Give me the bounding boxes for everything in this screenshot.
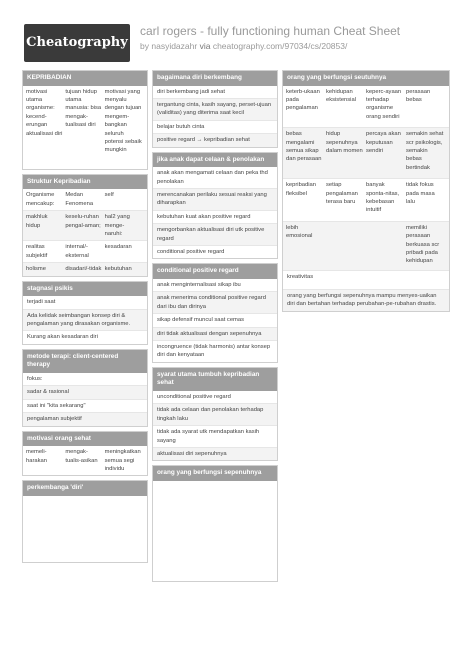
list-item: kebutuhan kuat akan positive regard: [153, 211, 277, 224]
list-item: mengorbankan aktualisasi diri utk positive regard: [153, 224, 277, 246]
header: [0, 0, 474, 60]
cell: bebas mengalami semua sikap dan perasaan: [286, 131, 322, 163]
list-item: anak menerima conditional positive regard dari ibu dan dirinya: [153, 292, 277, 314]
empty-content: [23, 496, 147, 562]
list-item: belajar butuh cinta: [153, 121, 277, 134]
cell: internal/-eksternal: [65, 244, 89, 259]
cell: Organisme mencakup:: [26, 192, 55, 207]
column-3: [282, 70, 450, 316]
perkembangan-box: [22, 480, 148, 563]
sheet-title: carl rogers - fully functioning human Cheat Sheet: [140, 24, 401, 38]
kepribadian-box: [22, 70, 148, 170]
cell: kebutuhan: [104, 266, 132, 273]
motivasi-box: [22, 431, 148, 477]
cell: memeli-harakan: [26, 449, 47, 464]
list-item: aktualisasi diri sepenuhnya: [153, 448, 277, 460]
table-row: [23, 86, 147, 169]
cell: [326, 224, 366, 266]
bagaimana-box: [152, 70, 278, 148]
kepribadian-heading: KEPRIBADIAN: [23, 71, 147, 86]
empty-content: [153, 481, 277, 581]
list-item: Kurang akan kesadaran diri: [27, 334, 98, 341]
cell: lebih emosional: [286, 224, 313, 240]
list-item: tidak ada syarat utk mendapatkan kasih sayang: [153, 426, 277, 448]
list-item: conditional positive regard: [157, 248, 225, 255]
list-item: tergantung cinta, kasih sayang, perset-ujuan (validitas) yang diterima saat kecil: [153, 99, 277, 121]
stagnasi-heading: stagnasi psikis: [23, 282, 147, 297]
table-row: [23, 446, 147, 475]
list-item: terjadi saat: [23, 296, 147, 309]
list-item: Ada kelidak seimbangan konsep diri & pengalaman yang dirasakan organisme.: [23, 310, 147, 332]
cell: tidak fokus pada masa lalu: [406, 182, 435, 205]
cell: [366, 224, 406, 266]
cell: disadari/-tidak: [65, 266, 102, 273]
cell: Medan Fenomena: [65, 192, 94, 207]
cell: kehidupan eksistensial: [326, 88, 356, 104]
cell: keselu-ruhan pengal-aman;: [65, 214, 101, 229]
seutuhnya-box: [282, 70, 450, 312]
cell: hidup sepenuhnya dalam momen: [326, 131, 363, 154]
metode-heading: metode terapi: client-centered therapy: [23, 350, 147, 373]
list-item: anak akan mengamati celaan dan peka thd penolakan: [153, 167, 277, 189]
cell: meningkatkan semua segi individu: [104, 449, 141, 472]
cell: memiliki perasaan berkuasa scr pribadi pada kehidupan: [406, 224, 440, 265]
syarat-box: [152, 367, 278, 462]
table-row: [283, 222, 449, 271]
list-item: merencanakan perilaku sesuai reaksi yang diharapkan: [153, 189, 277, 211]
conditional-heading: conditional positive regard: [153, 264, 277, 279]
orang-heading: orang yang berfungsi sepenuhnya: [153, 466, 277, 481]
table-row: [23, 211, 147, 241]
bagaimana-heading: bagaimana diri berkembang: [153, 71, 277, 86]
cell: motivasi utama organisme: kecend-erungan aktualisasi diri: [26, 88, 63, 137]
conditional-box: [152, 263, 278, 362]
table-row: [23, 189, 147, 211]
orang-box: [152, 465, 278, 582]
list-item: pengalaman subjektif: [23, 413, 147, 425]
struktur-heading: Struktur Kepribadian: [23, 175, 147, 190]
kreativitas-item: kreativitas: [283, 271, 449, 290]
list-item: positive regard → kepribadian sehat: [153, 134, 277, 146]
cell: keperc-ayaan terhadap organisme orang sendiri: [366, 88, 402, 120]
cell: kepribadian fleksibel: [286, 182, 316, 197]
list-item: anak menginternalisasi sikap ibu: [153, 279, 277, 292]
cell: motivasi yang menyalu dengan tujuan mengem-bangkan seluruh potensi sebaik mungkin: [104, 88, 142, 154]
cell: hal2 yang menge-naruhi:: [104, 214, 130, 237]
cell: makhluk hidup: [26, 214, 48, 229]
table-row: [23, 263, 147, 275]
by-label: by: [140, 41, 149, 51]
list-item: unconditional positive regard: [153, 391, 277, 404]
list-item: diri tidak aktualisasi dengan sepenuhnya: [153, 328, 277, 341]
cell: setiap pengalaman terasa baru: [326, 182, 358, 205]
column-1: [22, 70, 148, 567]
cell: semakin sehat scr psikologis, semakin bebas bertindak: [406, 131, 444, 171]
list-item: saat ini "kita sekarang": [23, 400, 147, 413]
list-item: fokus:: [23, 373, 147, 386]
cell: mengak-tualis-asikan: [65, 449, 98, 464]
column-2: [152, 70, 278, 586]
motivasi-heading: motivasi orang sehat: [23, 432, 147, 447]
list-item: diri berkembang jadi sehat: [153, 86, 277, 99]
list-item: sikap defensif muncul saat cemas: [153, 314, 277, 327]
cell: perasaan bebas: [406, 88, 431, 104]
list-item: incongruence (tidak harmonis) antar konsep diri dan kenyataan: [157, 343, 271, 359]
perkembangan-heading: perkembanga 'diri': [23, 481, 147, 496]
sheet-url-link[interactable]: cheatography.com/97034/cs/20853/: [212, 41, 348, 51]
table-row: [23, 241, 147, 263]
table-row: [283, 86, 449, 129]
cell: realitas subjektif: [26, 244, 48, 259]
cell: percaya akan keputusan sendiri: [366, 131, 401, 154]
author-link[interactable]: nasyidazahr: [151, 41, 198, 51]
cell: banyak sponta-nitas, kebebasan intuitif: [366, 182, 400, 214]
jika-box: [152, 152, 278, 260]
cell: self: [104, 192, 114, 199]
byline: [140, 41, 347, 51]
seutuhnya-heading: orang yang berfungsi seutuhnya: [283, 71, 449, 86]
list-item: tidak ada celaan dan penolakan terhadap tingkah laku: [153, 404, 277, 426]
list-item: sadar & rasional: [23, 386, 147, 399]
cell: tujuan hidup utama manusia: bisa mengak-tualisasi diri: [65, 88, 102, 129]
metode-box: [22, 349, 148, 427]
table-row: [283, 128, 449, 179]
stagnasi-box: [22, 281, 148, 345]
cell: kesadaran: [104, 244, 132, 251]
cell: keterb-ukaan pada pengalaman: [286, 88, 320, 112]
jika-heading: jika anak dapat celaan & penolakan: [153, 153, 277, 168]
cell: holisme: [26, 266, 46, 273]
via-label: via: [199, 41, 211, 51]
cheatography-logo[interactable]: Cheatography: [24, 24, 130, 62]
struktur-box: [22, 174, 148, 277]
table-row: [283, 179, 449, 222]
syarat-heading: syarat utama tumbuh kepribadian sehat: [153, 368, 277, 391]
closing-note: orang yang berfungsi sepenuhnya mampu menyes-uaikan diri dan bertahan terhadap perubahan-pe-rubahan drastis.: [283, 290, 449, 311]
